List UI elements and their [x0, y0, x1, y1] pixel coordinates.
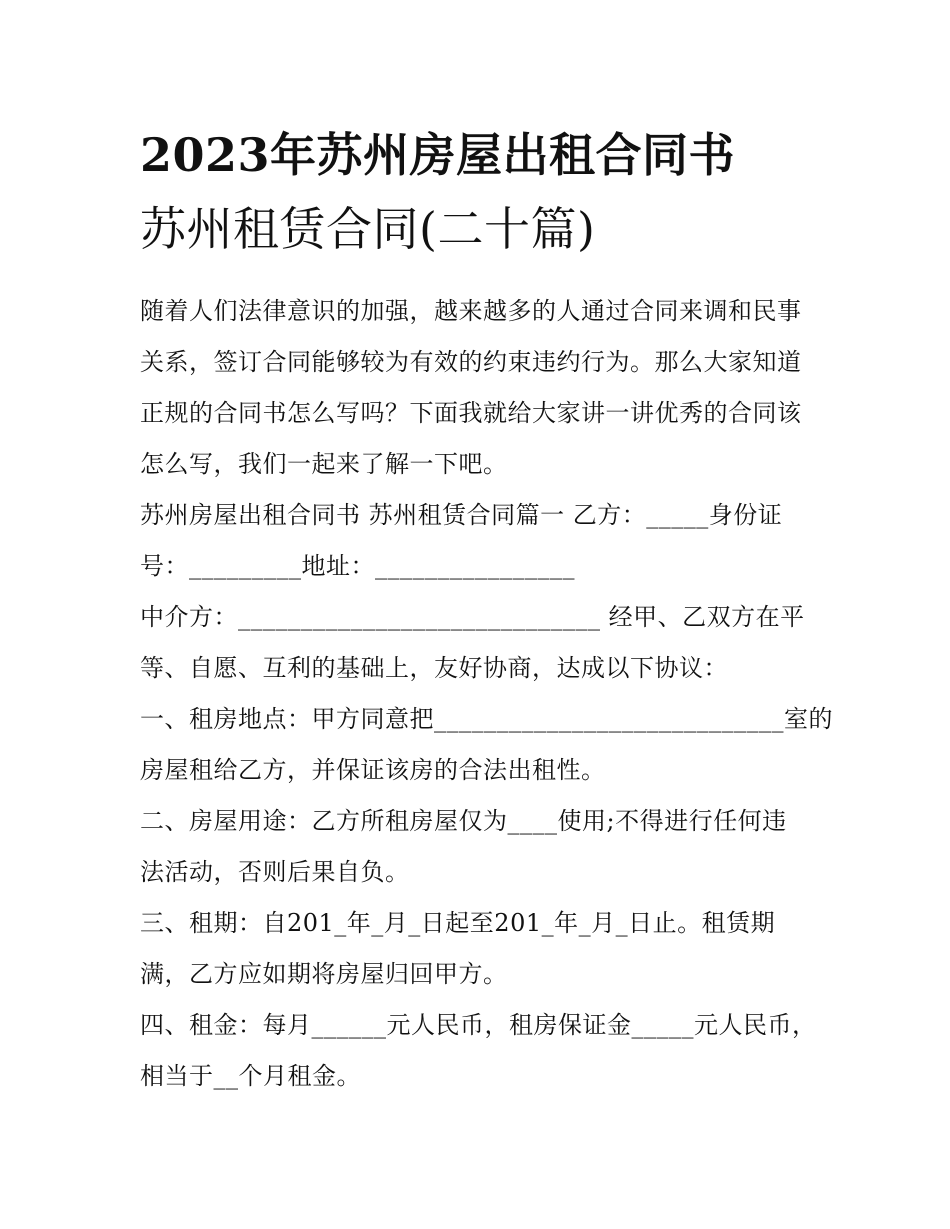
- document-content: [140, 118, 833, 1102]
- title-line-2: 苏州租赁合同(二十篇): [140, 202, 596, 256]
- body-line: 相当于__个月租金。: [140, 1062, 361, 1090]
- body-line: 一、租房地点：甲方同意把____________________________室的: [140, 705, 833, 733]
- body-line: 号：_________地址：________________: [140, 552, 575, 580]
- document-body: [140, 286, 833, 1102]
- body-line: 二、房屋用途：乙方所租房屋仅为____使用;不得进行任何违: [140, 807, 787, 835]
- body-line: 正规的合同书怎么写吗？下面我就给大家讲一讲优秀的合同该: [140, 399, 802, 427]
- body-line: 四、租金：每月______元人民币，租房保证金_____元人民币，: [140, 1011, 817, 1039]
- body-line: 等、自愿、互利的基础上，友好协商，达成以下协议：: [140, 654, 728, 682]
- title-line-1: 2023年苏州房屋出租合同书: [140, 128, 736, 182]
- body-line: 怎么写，我们一起来了解一下吧。: [140, 450, 508, 478]
- body-line: 苏州房屋出租合同书 苏州租赁合同篇一 乙方：_____身份证: [140, 501, 783, 529]
- body-line: 三、租期：自201_年_月_日起至201_年_月_日止。租赁期: [140, 909, 776, 937]
- body-line: 房屋租给乙方，并保证该房的合法出租性。: [140, 756, 606, 784]
- document-title: [140, 118, 815, 266]
- body-line: 关系，签订合同能够较为有效的约束违约行为。那么大家知道: [140, 348, 802, 376]
- body-line: 满，乙方应如期将房屋归回甲方。: [140, 960, 508, 988]
- body-line: 中介方：_____________________________ 经甲、乙双方在平: [140, 603, 805, 631]
- body-line: 法活动，否则后果自负。: [140, 858, 410, 886]
- body-line: 随着人们法律意识的加强，越来越多的人通过合同来调和民事: [140, 297, 802, 325]
